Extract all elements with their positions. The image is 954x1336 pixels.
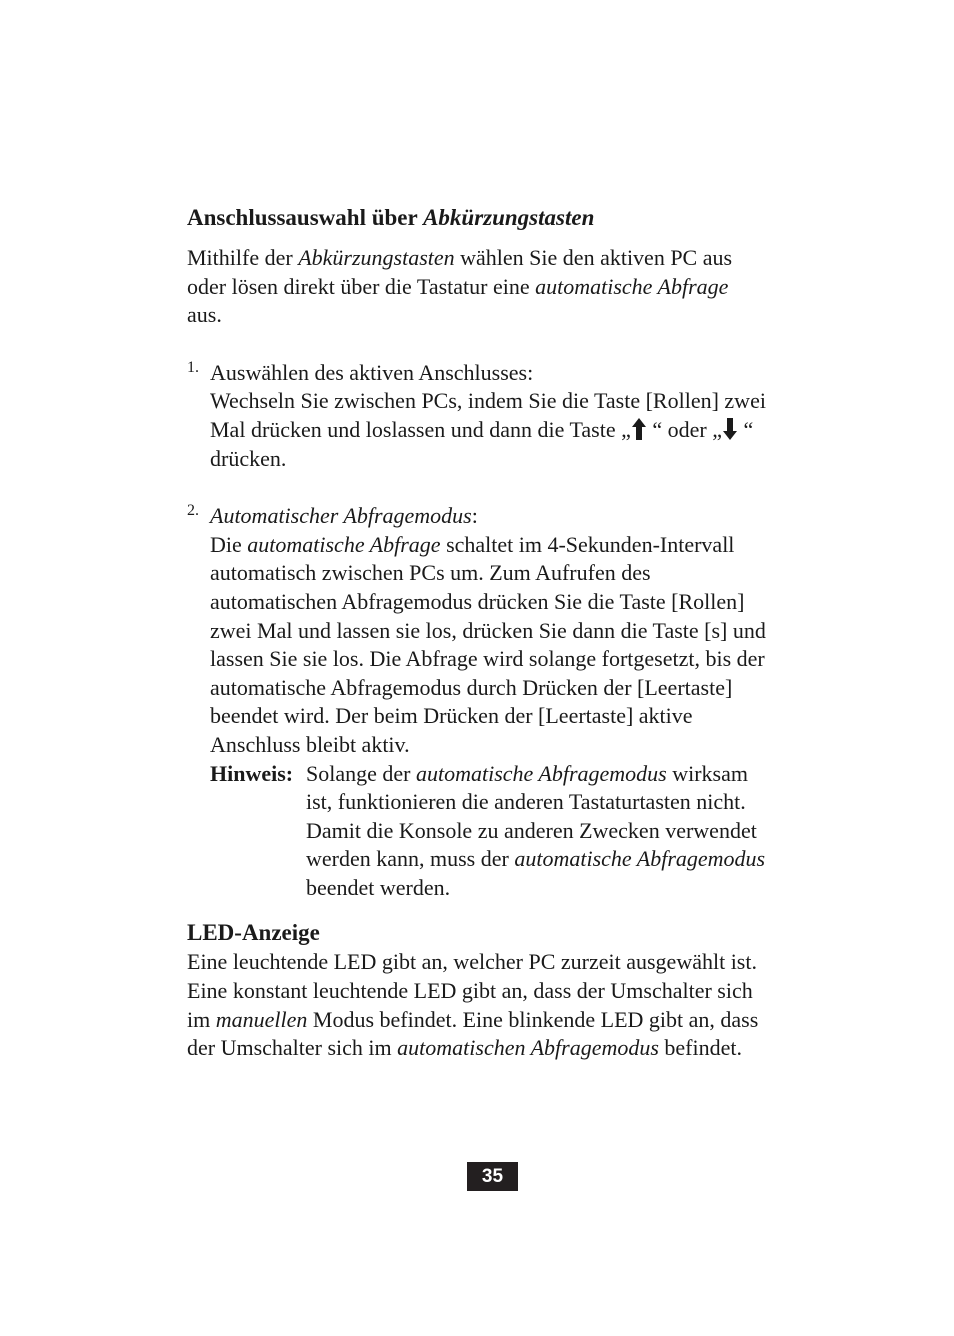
text-run: Eine leuchtende LED gibt an, welcher PC zurzeit ausgewählt ist. Eine konstant leuchtende LED gibt an, dass der Umschalter sich im [187, 949, 757, 1032]
text-run: Die [210, 531, 248, 557]
list-number: 1. [187, 358, 199, 376]
text-run: Mithilfe der [187, 245, 299, 270]
italic-text: automatische Abfrage [535, 273, 729, 299]
text-run: wählen Sie den aktiven PC aus oder lösen direkt über die Tastatur eine [187, 245, 733, 299]
italic-text: automatische Abfragemodus [415, 760, 667, 786]
led-paragraph [187, 948, 767, 1062]
text-run: schaltet im 4-Sekunden-Intervall automatisch zwischen PCs um. Zum Aufrufen des automatischen Abfragemodus drücken Sie die Taste [Rollen] zwei Mal und lassen sie los, drücken Sie dann die Taste [s] und lassen Sie sie los. Die Abfrage wird solange fortgesetzt, bis der automatische Abfragemodus durch Drücken der [Leertaste] beendet wird. Der beim Drücken der [Leertaste] aktive Anschluss bleibt aktiv. [210, 531, 766, 757]
note [210, 760, 767, 903]
item-body [210, 531, 767, 760]
item-text: “ drücken. [210, 416, 754, 471]
note-text [306, 760, 767, 903]
down-arrow-icon [722, 418, 738, 440]
italic-text: manuellen [215, 1006, 308, 1032]
section-heading-hotkeys [187, 203, 767, 233]
text-run: aus. [187, 302, 222, 328]
text-run: Solange der [306, 760, 416, 786]
page-content [187, 203, 767, 1063]
item-body [210, 387, 767, 473]
text-run: befindet. [658, 1035, 743, 1061]
section-heading-led: LED-Anzeige [187, 920, 320, 946]
list-item-2 [187, 502, 767, 902]
note-label: Hinweis: [210, 760, 294, 786]
heading-italic: Abkürzungstasten [423, 205, 595, 230]
list-number: 2. [187, 502, 199, 520]
page-number: 35 [467, 1162, 518, 1191]
text-run: beendet werden. [306, 874, 451, 900]
italic-text: automatischen Abfragemodus [397, 1035, 659, 1061]
list-item-1 [187, 359, 767, 473]
item-title [210, 502, 767, 531]
item-title-italic: Automatischer Abfragemodus [210, 503, 472, 529]
up-arrow-icon [631, 418, 647, 440]
text-run: Modus befindet. Eine blinkende LED gibt an, dass der Umschalter sich im [187, 1006, 759, 1061]
heading-plain: Anschlussauswahl über [187, 205, 424, 230]
text-run: wirksam ist, funktionieren die anderen Tastaturtasten nicht. Damit die Konsole zu anderen Zwecken verwendet werden kann, muss der [306, 760, 757, 872]
item-text: “ oder „ [646, 416, 722, 442]
italic-text: automatische Abfrage [247, 531, 441, 557]
item-title: Auswählen des aktiven Anschlusses: [210, 359, 534, 385]
italic-text: automatische Abfragemodus [514, 846, 766, 872]
italic-text: Abkürzungstasten [298, 245, 455, 270]
intro-paragraph [187, 244, 767, 330]
item-title-suffix: : [471, 503, 478, 529]
item-text: Wechseln Sie zwischen PCs, indem Sie die Taste [Rollen] zwei Mal drücken und loslassen und dann die Taste „ [210, 388, 766, 442]
